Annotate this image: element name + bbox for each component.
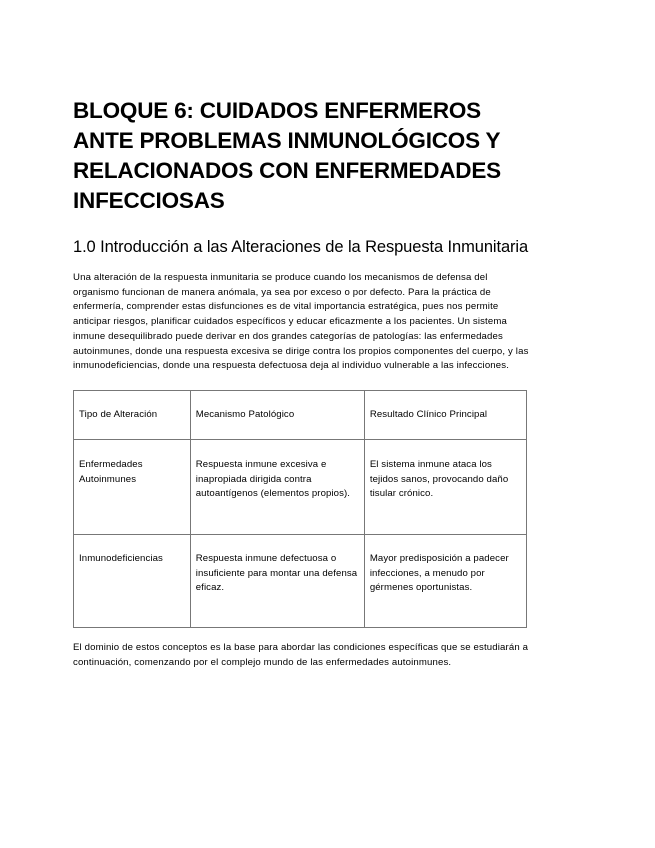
table-row bbox=[74, 534, 527, 627]
intro-paragraph: Una alteración de la respuesta inmunitaria se produce cuando los mecanismos de defensa del organismo funcionan de manera anómala, ya sea por exceso o por defecto. Para la práctica de enfermería, comprender estas disfunciones es de vital importancia estratégica, pues nos permite anticipar riesgos, planificar cuidados específicos y educar eficazmente a los pacientes. Un sistema inmune desequilibrado puede derivar en dos grandes categorías de patologías: las enfermedades autoinmunes, donde una respuesta excesiva se dirige contra los propios componentes del cuerpo, y las inmunodeficiencias, donde una respuesta defectuosa deja al individuo vulnerable a las infecciones. bbox=[73, 272, 529, 372]
table-cell: Enfermedades Autoinmunes bbox=[74, 439, 191, 534]
table-cell: Inmunodeficiencias bbox=[74, 534, 191, 627]
table-header-cell: Tipo de Alteración bbox=[74, 390, 191, 439]
closing-paragraph: El dominio de estos conceptos es la base para abordar las condiciones específicas que se estudiarán a continuación, comenzando por el complejo mundo de las enfermedades autoinmunes. bbox=[73, 641, 529, 668]
table-row bbox=[74, 439, 527, 534]
alterations-table bbox=[73, 390, 527, 628]
table-header-cell: Mecanismo Patológico bbox=[190, 390, 364, 439]
table-header-row bbox=[74, 390, 527, 439]
section-heading: 1.0 Introducción a las Alteraciones de la Respuesta Inmunitaria bbox=[73, 238, 529, 256]
table-cell: Respuesta inmune defectuosa o insuficiente para montar una defensa eficaz. bbox=[190, 534, 364, 627]
document-title: BLOQUE 6: CUIDADOS ENFERMEROS ANTE PROBLEMAS INMUNOLÓGICOS Y RELACIONADOS CON ENFERMEDADES INFECCIOSAS bbox=[73, 98, 501, 213]
table-header-cell: Resultado Clínico Principal bbox=[364, 390, 526, 439]
table-cell: Respuesta inmune excesiva e inapropiada dirigida contra autoantígenos (elementos propios). bbox=[190, 439, 364, 534]
table-cell: Mayor predisposición a padecer infecciones, a menudo por gérmenes oportunistas. bbox=[364, 534, 526, 627]
document-page bbox=[73, 96, 533, 670]
table-cell: El sistema inmune ataca los tejidos sanos, provocando daño tisular crónico. bbox=[364, 439, 526, 534]
